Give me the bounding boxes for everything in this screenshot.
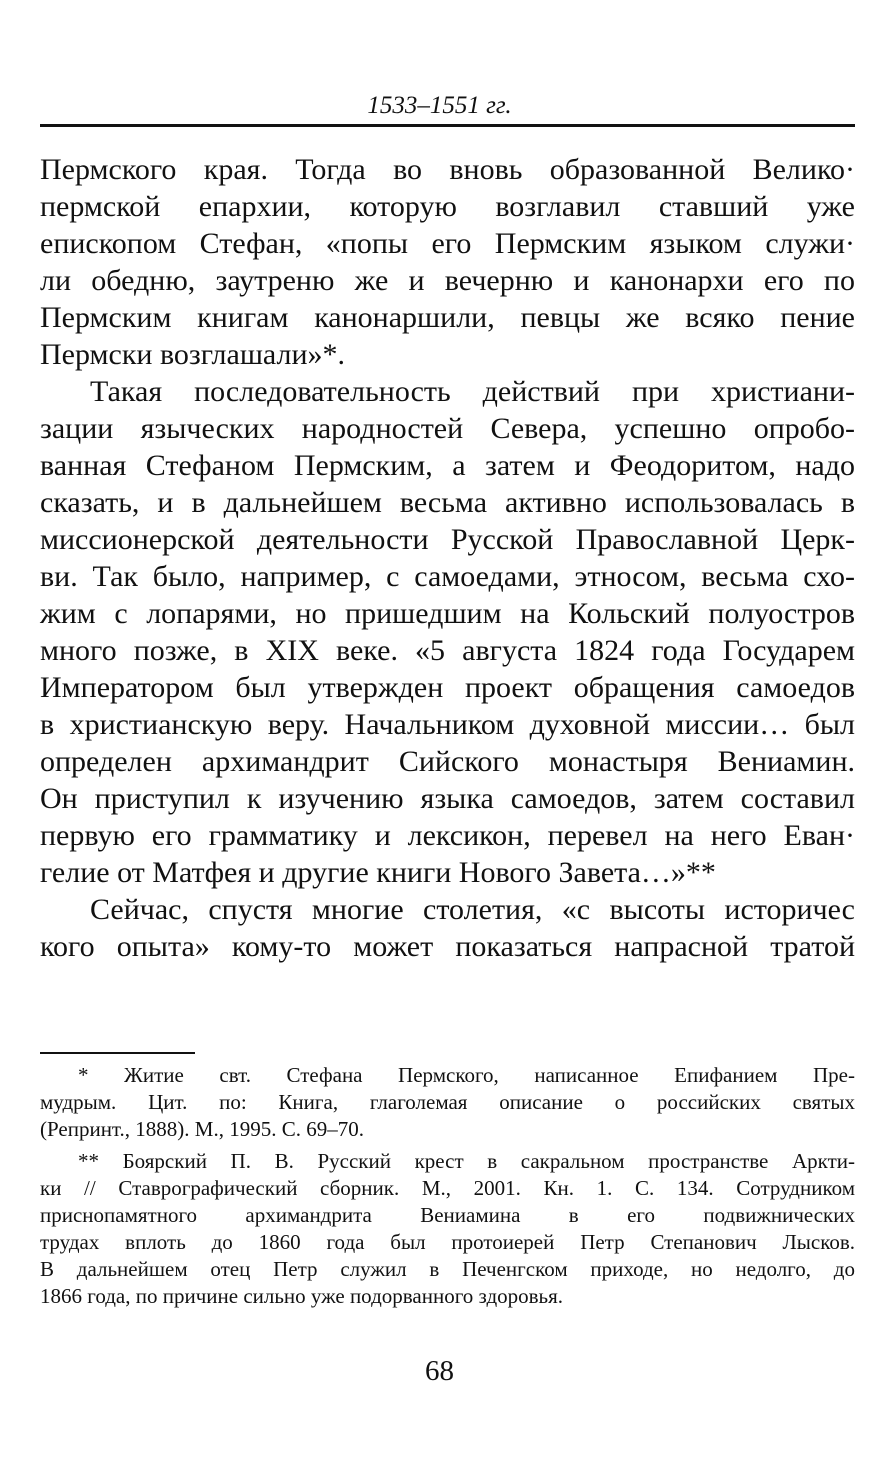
text-line: епископом Стефан, «попы его Пермским языком служи· (40, 227, 855, 260)
text-line: много позже, в XIX веке. «5 августа 1824 года Государем (40, 634, 855, 667)
text-line: пермской епархии, которую возглавил ставший уже (40, 190, 855, 223)
footnote-line: (Репринт., 1888). М., 1995. С. 69–70. (40, 1117, 364, 1141)
text-line: Пермского края. Тогда во вновь образованной Велико· (40, 153, 855, 186)
text-line: Императором был утвержден проект обращения самоедов (40, 671, 855, 704)
running-head: 1533–1551 гг. (367, 92, 512, 119)
text-line: зации языческих народностей Севера, успешно опробо- (40, 412, 855, 445)
text-line: Пермски возглашали»*. (40, 338, 346, 371)
text-line: Такая последовательность действий при христиани- (90, 375, 855, 408)
text-line: Сейчас, спустя многие столетия, «с высоты историчес (90, 893, 855, 926)
text-line: гелие от Матфея и другие книги Нового Завета…»** (40, 856, 716, 889)
text-line: ли обедню, заутреню же и вечерню и канонархи его по (40, 264, 855, 297)
footnote-rule (40, 1052, 195, 1054)
text-line: кого опыта» кому-то может показаться напрасной тратой (40, 930, 855, 963)
text-line: Пермским книгам канонаршили, певцы же всяко пение (40, 301, 855, 334)
footnote-line: приснопамятного архимандрита Вениамина в его подвижнических (40, 1203, 855, 1227)
text-line: определен архимандрит Сийского монастыря Вениамин. (40, 745, 855, 778)
page-number: 68 (425, 1355, 454, 1387)
footnote-line: ки // Ставрографический сборник. М., 2001. Кн. 1. С. 134. Сотрудником (40, 1176, 855, 1200)
text-line: Он приступил к изучению языка самоедов, затем составил (40, 782, 855, 815)
footnote-line: 1866 года, по причине сильно уже подорванного здоровья. (40, 1284, 564, 1308)
header-rule (40, 124, 855, 127)
footnote-line: ** Боярский П. В. Русский крест в сакральном пространстве Аркти- (78, 1149, 855, 1173)
text-line: первую его грамматику и лексикон, перевел на него Еван· (40, 819, 855, 852)
text-line: ви. Так было, например, с самоедами, этносом, весьма схо- (40, 560, 855, 593)
text-line: сказать, и в дальнейшем весьма активно использовалась в (40, 486, 855, 519)
text-line: ванная Стефаном Пермским, а затем и Феодоритом, надо (40, 449, 855, 482)
footnote-line: * Житие свт. Стефана Пермского, написанное Епифанием Пре- (78, 1063, 855, 1087)
text-line: в христианскую веру. Начальником духовной миссии… был (40, 708, 855, 741)
text-line: жим с лопарями, но пришедшим на Кольский полуостров (40, 597, 855, 630)
text-line: миссионерской деятельности Русской Православной Церк- (40, 523, 855, 556)
footnote-line: В дальнейшем отец Петр служил в Печенгском приходе, но недолго, до (40, 1257, 855, 1281)
footnote-line: мудрым. Цит. по: Книга, глаголемая описание о российских святых (40, 1090, 855, 1114)
footnote-line: трудах вплоть до 1860 года был протоиерей Петр Степанович Лысков. (40, 1230, 855, 1254)
